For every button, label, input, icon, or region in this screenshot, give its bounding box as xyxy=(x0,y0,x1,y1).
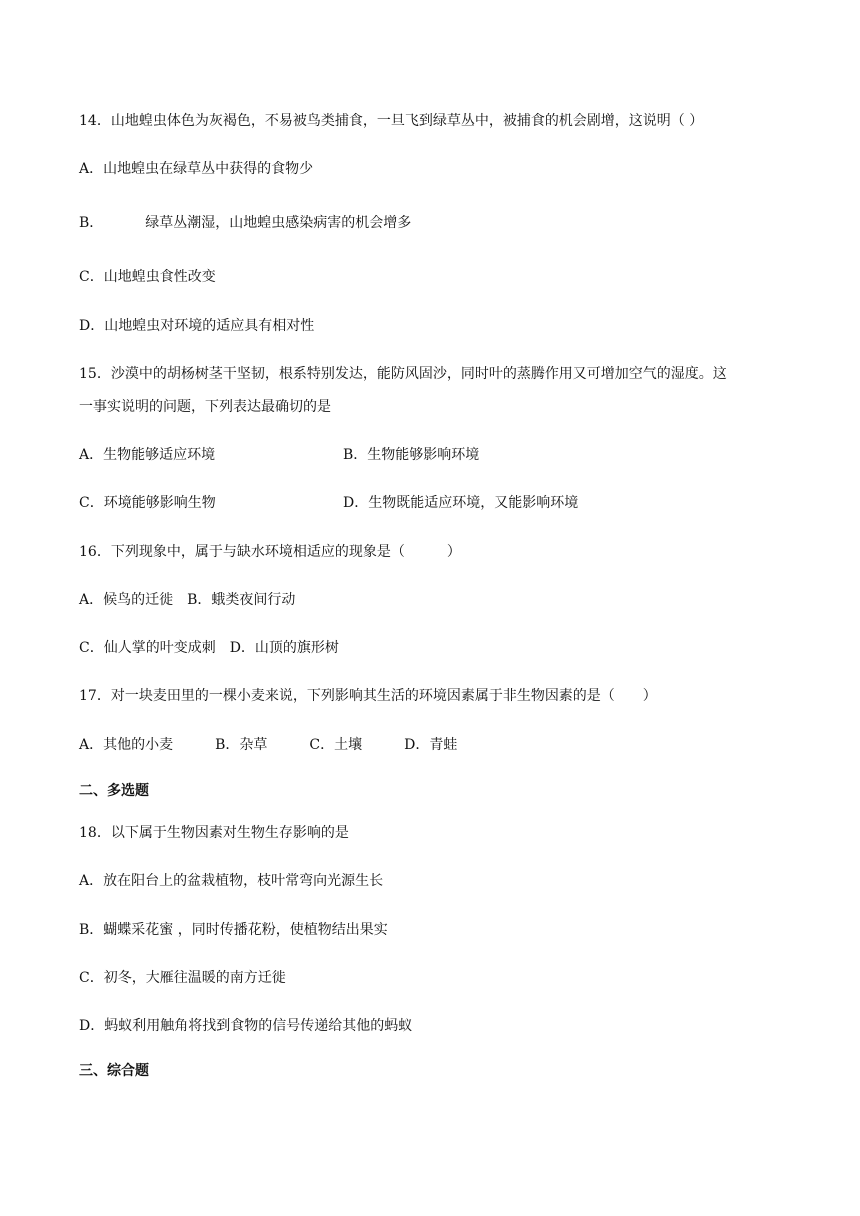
q16-options-cd: C．仙人掌的叶变成刺 D．山顶的旗形树 xyxy=(79,640,339,656)
q18-option-a: A．放在阳台上的盆栽植物，枝叶常弯向光源生长 xyxy=(79,873,384,889)
q15-stem-line2: 一事实说明的问题，下列表达最确切的是 xyxy=(79,399,331,415)
q18-option-b: B．蝴蝶采花蜜 ，同时传播花粉，使植物结出果实 xyxy=(79,922,388,938)
q14-option-b-label: B． xyxy=(79,215,104,231)
section-heading-multiple-choice: 二、多选题 xyxy=(79,783,149,799)
q14-option-a: A．山地蝗虫在绿草丛中获得的食物少 xyxy=(79,161,314,177)
q18-option-d: D．蚂蚁利用触角将找到食物的信号传递给其他的蚂蚁 xyxy=(79,1018,413,1034)
q14-stem: 14．山地蝗虫体色为灰褐色，不易被鸟类捕食，一旦飞到绿草丛中，被捕食的机会剧增，这说明（ ） xyxy=(79,113,704,129)
q17-options: A．其他的小麦 B．杂草 C．土壤 D．青蛙 xyxy=(79,737,458,753)
q18-option-c: C．初冬，大雁往温暖的南方迁徙 xyxy=(79,970,286,986)
section-heading-comprehensive: 三、综合题 xyxy=(79,1063,149,1079)
q18-stem: 18．以下属于生物因素对生物生存影响的是 xyxy=(79,825,349,841)
q14-option-c: C．山地蝗虫食性改变 xyxy=(79,269,216,285)
q14-option-d: D．山地蝗虫对环境的适应具有相对性 xyxy=(79,318,315,334)
q14-option-b-text: 绿草丛潮湿，山地蝗虫感染病害的机会增多 xyxy=(145,215,412,231)
q17-stem: 17．对一块麦田里的一棵小麦来说，下列影响其生活的环境因素属于非生物因素的是（ ） xyxy=(79,688,657,704)
q15-options-ab xyxy=(79,446,215,464)
q16-stem: 16．下列现象中，属于与缺水环境相适应的现象是（ ） xyxy=(79,544,461,560)
q15-option-a: A．生物能够适应环境 xyxy=(79,447,216,463)
q14-option-b xyxy=(79,214,411,232)
q15-option-d: D．生物既能适应环境，又能影响环境 xyxy=(343,495,579,511)
q15-stem-line1: 15．沙漠中的胡杨树茎干坚韧，根系特别发达，能防风固沙，同时叶的蒸腾作用又可增加空气的湿度。这 xyxy=(79,366,727,382)
q15-option-b: B．生物能够影响环境 xyxy=(343,447,480,463)
q16-options-ab: A．候鸟的迁徙 B．蛾类夜间行动 xyxy=(79,592,296,608)
q15-option-c: C．环境能够影响生物 xyxy=(79,495,216,511)
